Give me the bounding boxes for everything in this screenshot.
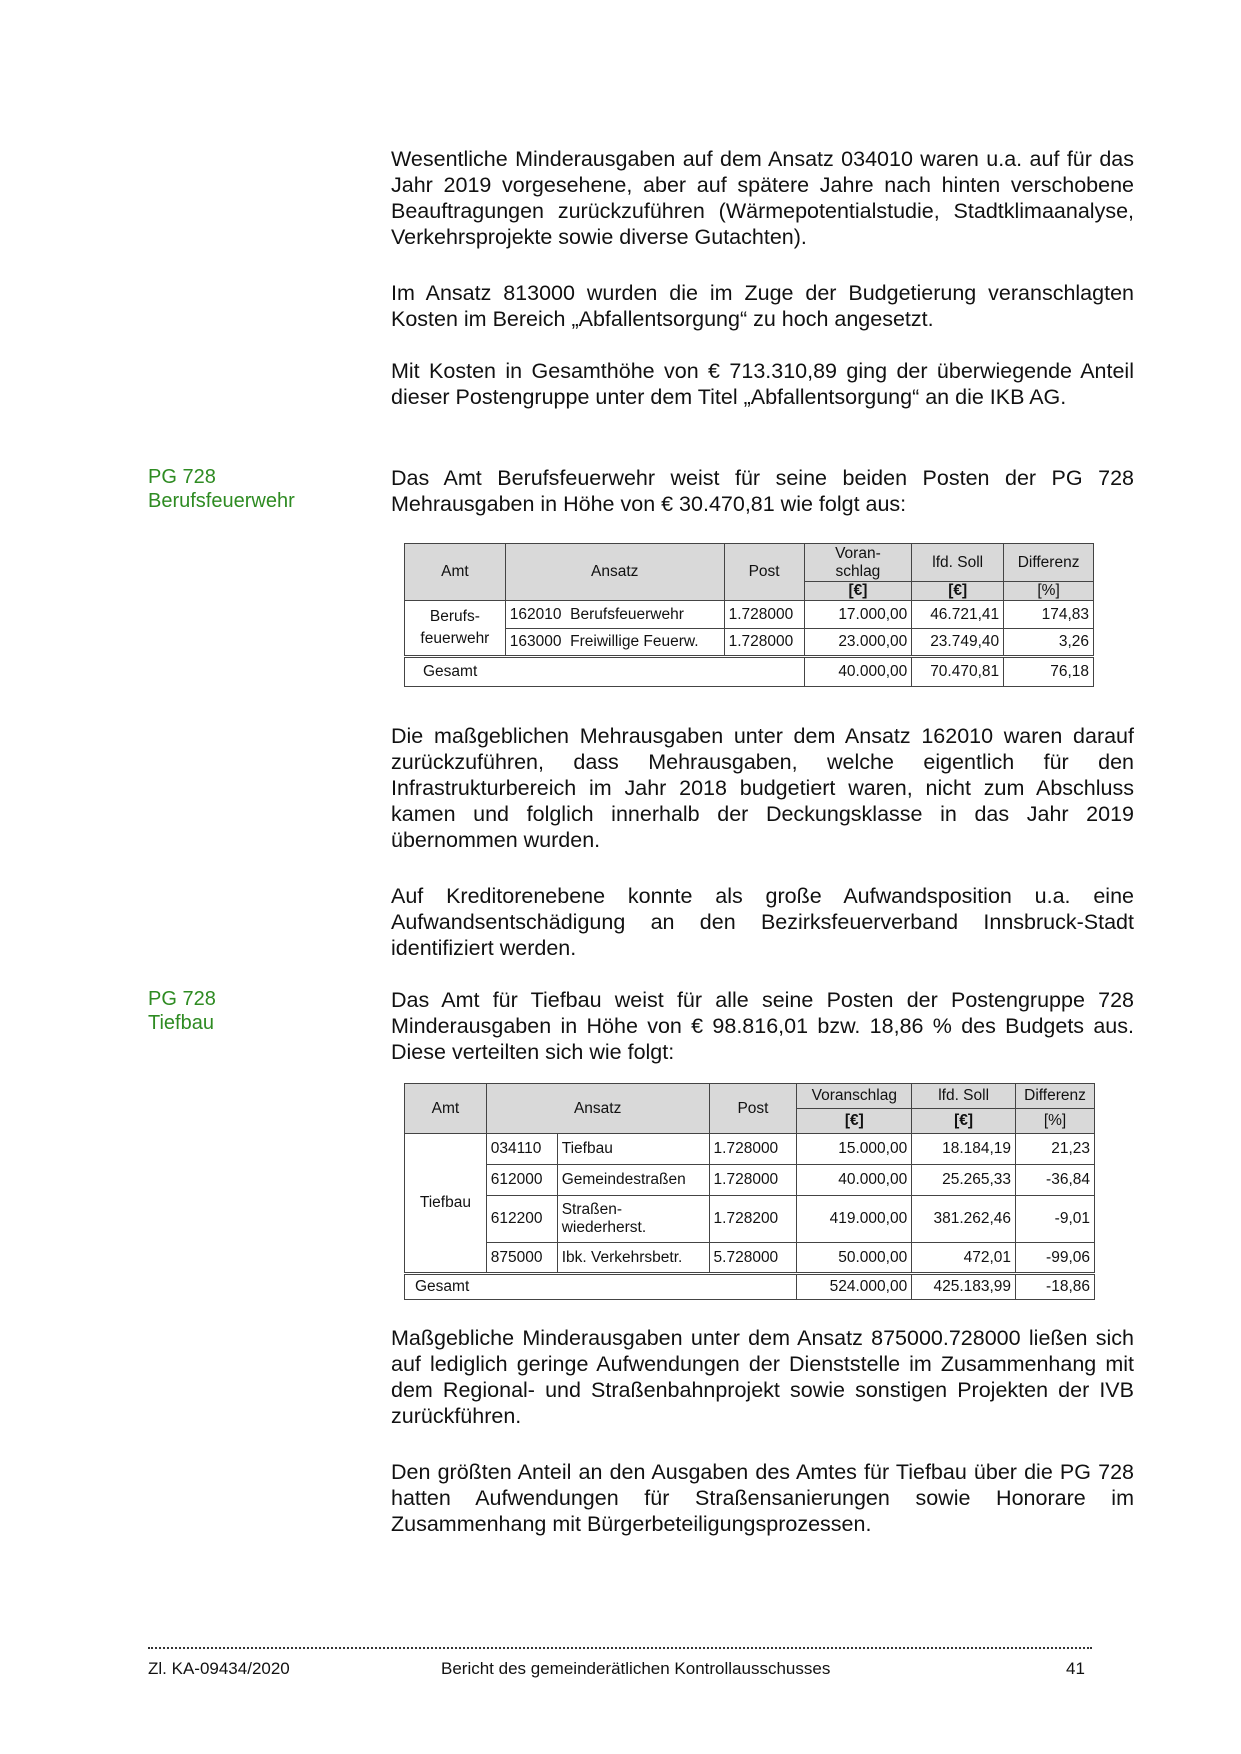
paragraph: Wesentliche Minderausgaben auf dem Ansatz 034010 waren u.a. auf für das Jahr 2019 vorgesehene, aber auf spätere Jahre nach hinten verschobene Beauftragungen zurückzuführen (Wärmepotentialstudie, Stadtklimaanalyse, Verkehrsprojekte sowie diverse Gutachten). [391, 147, 1134, 249]
cell-total-soll: 425.183,99 [912, 1274, 1016, 1300]
footer-title: Bericht des gemeinderätlichen Kontrollausschusses [441, 1659, 831, 1678]
cell-differenz: 174,83 [1004, 601, 1094, 629]
cell-differenz: 3,26 [1004, 629, 1094, 657]
cell-total-soll: 70.470,81 [912, 657, 1004, 687]
paragraph: Mit Kosten in Gesamthöhe von € 713.310,89 ging der überwiegende Anteil dieser Postengruppe unter dem Titel „Abfallentsorgung“ an die IKB AG. [391, 359, 1134, 409]
cell-voranschlag: 15.000,00 [797, 1134, 912, 1165]
table-total-row [405, 1274, 1095, 1300]
cell-soll: 23.749,40 [912, 629, 1004, 657]
cell-total-label: Gesamt [405, 657, 805, 687]
ansatz-name: Ibk. Verkehrsbetr. [561, 1248, 683, 1266]
table-row [405, 1134, 1095, 1165]
header-voranschlag-line: Voran- [835, 544, 881, 562]
header-soll: lfd. Soll [912, 544, 1004, 582]
header-voranschlag-line: schlag [835, 562, 881, 580]
cell-ansatz-name [557, 1165, 709, 1196]
cell-ansatz-code: 612000 [486, 1165, 557, 1196]
cell-post: 1.728000 [724, 601, 804, 629]
paragraph: Im Ansatz 813000 wurden die im Zuge der Budgetierung veranschlagten Kosten im Bereich „Abfallentsorgung“ zu hoch angesetzt. [391, 281, 1134, 331]
header-differenz: Differenz [1004, 544, 1094, 582]
cell-voranschlag: 40.000,00 [797, 1165, 912, 1196]
cell-total-label: Gesamt [405, 1274, 797, 1300]
cell-ansatz [505, 601, 724, 629]
paragraph: Auf Kreditorenebene konnte als große Aufwandsposition u.a. eine Aufwandsentschädigung an den Bezirksfeuerverband Innsbruck-Stadt identifiziert werden. [391, 884, 1134, 960]
cell-amt-line: feuerwehr [420, 630, 490, 647]
margin-note-berufsfeuerwehr [148, 465, 328, 513]
cell-differenz: -9,01 [1016, 1196, 1095, 1243]
header-unit-eur: [€] [797, 1109, 912, 1134]
margin-note-tiefbau [148, 987, 328, 1035]
header-ansatz: Ansatz [486, 1084, 709, 1134]
footer-reference: Zl. KA-09434/2020 [148, 1659, 290, 1678]
cell-total-voranschlag: 524.000,00 [797, 1274, 912, 1300]
ansatz-code: 162010 [509, 605, 562, 623]
ansatz-name: Freiwillige Feuerw. [570, 633, 699, 650]
ansatz-code: 163000 [509, 633, 562, 650]
cell-differenz: -99,06 [1016, 1243, 1095, 1274]
ansatz-name: wiederherst. [561, 1219, 647, 1236]
table-row [405, 1243, 1095, 1274]
margin-note-line: Berufsfeuerwehr [148, 490, 295, 512]
ansatz-name: Straßen- [561, 1201, 623, 1218]
ansatz-name: Gemeindestraßen [561, 1171, 686, 1188]
table-row [405, 1165, 1095, 1196]
header-voranschlag [804, 544, 912, 582]
cell-amt-line: Berufs- [429, 608, 480, 625]
table-berufsfeuerwehr [404, 543, 1094, 687]
header-soll: lfd. Soll [912, 1084, 1016, 1109]
table-total-row [405, 657, 1094, 687]
cell-post: 5.728000 [709, 1243, 797, 1274]
header-amt: Amt [405, 1084, 487, 1134]
header-unit-eur: [€] [804, 582, 912, 601]
paragraph: Den größten Anteil an den Ausgaben des Amtes für Tiefbau über die PG 728 hatten Aufwendungen für Straßensanierungen sowie Honorare im Zusammenhang mit Bürgerbeteiligungsprozessen. [391, 1460, 1134, 1536]
header-unit-pct: [%] [1016, 1109, 1095, 1134]
header-unit-eur: [€] [912, 582, 1004, 601]
cell-ansatz-name [557, 1134, 709, 1165]
cell-post: 1.728200 [709, 1196, 797, 1243]
margin-note-line: Tiefbau [148, 1012, 214, 1034]
paragraph: Maßgebliche Minderausgaben unter dem Ansatz 875000.728000 ließen sich auf lediglich geringe Aufwendungen der Dienststelle im Zusammenhang mit dem Regional- und Straßenbahnprojekt sowie sonstigen Projekten der IVB zurückführen. [391, 1326, 1134, 1428]
table-row [405, 601, 1094, 629]
cell-post: 1.728000 [724, 629, 804, 657]
margin-note-line: PG 728 [148, 466, 216, 488]
table-row [405, 629, 1094, 657]
header-amt: Amt [405, 544, 506, 601]
cell-soll: 472,01 [912, 1243, 1016, 1274]
cell-ansatz [505, 629, 724, 657]
cell-soll: 46.721,41 [912, 601, 1004, 629]
cell-voranschlag: 17.000,00 [804, 601, 912, 629]
cell-differenz: -36,84 [1016, 1165, 1095, 1196]
cell-ansatz-name [557, 1196, 709, 1243]
ansatz-name: Berufsfeuerwehr [570, 605, 684, 623]
cell-ansatz-code: 612200 [486, 1196, 557, 1243]
page-number: 41 [1066, 1659, 1085, 1678]
cell-voranschlag: 23.000,00 [804, 629, 912, 657]
cell-post: 1.728000 [709, 1165, 797, 1196]
cell-ansatz-name [557, 1243, 709, 1274]
header-voranschlag: Voranschlag [797, 1084, 912, 1109]
cell-amt [405, 601, 506, 657]
cell-soll: 25.265,33 [912, 1165, 1016, 1196]
margin-note-line: PG 728 [148, 988, 216, 1010]
table-tiefbau [404, 1083, 1095, 1300]
cell-post: 1.728000 [709, 1134, 797, 1165]
paragraph: Die maßgeblichen Mehrausgaben unter dem Ansatz 162010 waren darauf zurückzuführen, dass Mehrausgaben, welche eigentlich für den Infrastrukturbereich im Jahr 2018 budgetiert waren, nicht zum Abschluss kamen und folglich innerhalb der Deckungsklasse in das Jahr 2019 übernommen wurden. [391, 724, 1134, 852]
paragraph: Das Amt Berufsfeuerwehr weist für seine beiden Posten der PG 728 Mehrausgaben in Höhe von € 30.470,81 wie folgt aus: [391, 466, 1134, 516]
cell-voranschlag: 50.000,00 [797, 1243, 912, 1274]
ansatz-name: Tiefbau [561, 1140, 613, 1157]
header-unit-pct: [%] [1004, 582, 1094, 601]
cell-differenz: 21,23 [1016, 1134, 1095, 1165]
paragraph: Das Amt für Tiefbau weist für alle seine Posten der Postengruppe 728 Minderausgaben in Höhe von € 98.816,01 bzw. 18,86 % des Budgets aus. Diese verteilten sich wie folgt: [391, 988, 1134, 1064]
table-row [405, 1196, 1095, 1243]
cell-total-differenz: -18,86 [1016, 1274, 1095, 1300]
header-unit-eur: [€] [912, 1109, 1016, 1134]
header-post: Post [724, 544, 804, 601]
cell-voranschlag: 419.000,00 [797, 1196, 912, 1243]
cell-ansatz-code: 034110 [486, 1134, 557, 1165]
cell-amt: Tiefbau [405, 1134, 487, 1274]
header-differenz: Differenz [1016, 1084, 1095, 1109]
header-ansatz: Ansatz [505, 544, 724, 601]
cell-soll: 381.262,46 [912, 1196, 1016, 1243]
cell-ansatz-code: 875000 [486, 1243, 557, 1274]
cell-total-voranschlag: 40.000,00 [804, 657, 912, 687]
header-post: Post [709, 1084, 797, 1134]
cell-total-differenz: 76,18 [1004, 657, 1094, 687]
footer-divider [148, 1647, 1092, 1649]
cell-soll: 18.184,19 [912, 1134, 1016, 1165]
